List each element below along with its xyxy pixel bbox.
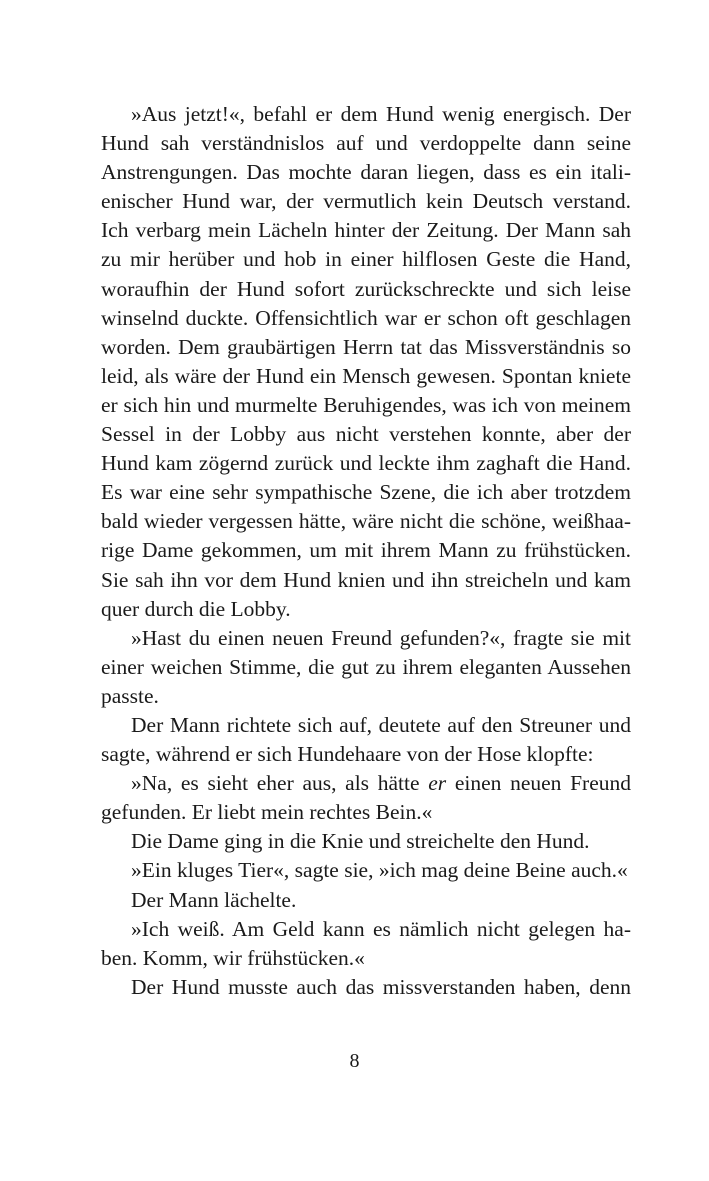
paragraph-4 bbox=[101, 769, 631, 827]
paragraph-6: »Ein kluges Tier«, sagte sie, »ich mag deine Beine auch.« bbox=[131, 858, 628, 883]
paragraph-4-start: »Na, es sieht eher aus, als hätte bbox=[131, 771, 429, 796]
paragraph-1: »Aus jetzt!«, befahl er dem Hund wenig energisch. Der Hund sah verständnislos auf und verdoppelte dann seine Anstrengungen. Das mochte daran liegen, dass es ein italienischer Hund war, der vermutlich kein Deutsch verstand. Ich verbarg mein Lächeln hinter der Zeitung. Der Mann sah zu mir herüber und hob in einer hilflosen Geste die Hand, woraufhin der Hund sofort zurückschreckte und sich leise winselnd duckte. Offensichtlich war er schon oft geschlagen worden. Dem graubärtigen Herrn tat das Missverständnis so leid, als wäre der Hund ein Mensch gewesen. Spontan kniete er sich hin und murmelte Beruhigendes, was ich von meinem Sessel in der Lobby aus nicht verstehen konnte, aber der Hund kam zögernd zurück und leckte ihm zaghaft die Hand. Es war eine sehr sympathische Szene, die ich aber trotzdem bald wieder vergessen hätte, wäre nicht die schöne, weißhaarige Dame gekommen, um mit ihrem Mann zu frühstücken. Sie sah ihn vor dem Hund knien und ihn streicheln und kam quer durch die Lobby. bbox=[101, 102, 631, 621]
paragraph-8: »Ich weiß. Am Geld kann es nämlich nicht gelegen haben. Komm, wir frühstücken.« bbox=[101, 916, 631, 970]
body-text bbox=[101, 100, 631, 1002]
italic-emphasis: er bbox=[428, 771, 447, 796]
paragraph-2: »Hast du einen neuen Freund gefunden?«, fragte sie mit einer weichen Stimme, die gut zu ihrem eleganten Aussehen passte. bbox=[101, 625, 631, 708]
paragraph-4-end: einen neuen Freund gefunden. Er liebt mein rechtes Bein.« bbox=[101, 771, 632, 825]
paragraph-9: Der Hund musste auch das missverstanden haben, denn bbox=[131, 974, 631, 999]
paragraph-7: Der Mann lächelte. bbox=[131, 887, 297, 912]
page-number: 8 bbox=[349, 1050, 360, 1072]
paragraph-3: Der Mann richtete sich auf, deutete auf den Streuner und sagte, während er sich Hundehaare von der Hose klopfte: bbox=[101, 712, 631, 767]
paragraph-5: Die Dame ging in die Knie und streichelte den Hund. bbox=[131, 829, 590, 854]
